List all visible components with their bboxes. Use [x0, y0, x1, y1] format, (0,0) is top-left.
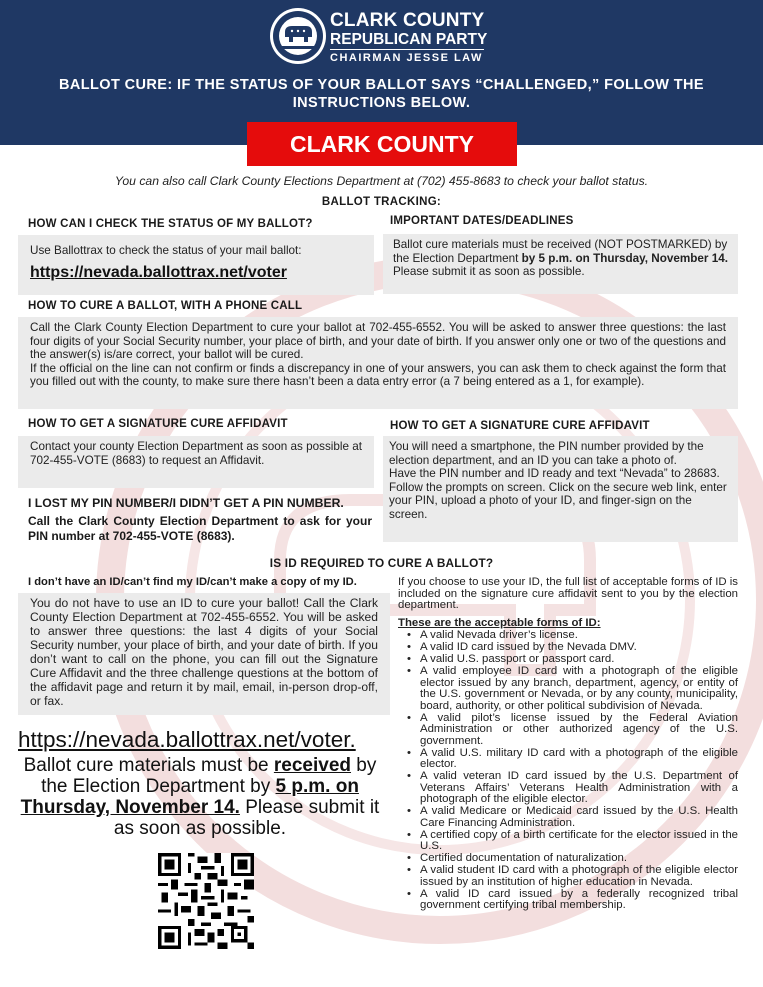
- list-item: • A valid veteran ID card issued by the U.S. Department of Veterans Affairs’ Veterans Health Administration with a photograph of the eligible elector.: [398, 771, 738, 806]
- org-subtitle: REPUBLICAN PARTY: [330, 31, 488, 48]
- party-seal-icon: [268, 6, 328, 66]
- affidavit-right-requirements: You will need a smartphone, the PIN number provided by the election department, and an ID you can take a photo of.: [389, 440, 704, 467]
- no-id-text: You do not have to use an ID to cure your ballot! Call the Clark County Election Department at 702-455-6552. You will be asked to answer three questions: the last 4 digits of your Social Security number, your place of birth, and your date of birth. If you don’t want to call on the phone, you can fill out the Signature Cure Affidavit and the three challenge questions at the bottom of the affidavit page and return it by mail, email, in-person drop-off, or fax.: [30, 596, 378, 708]
- ballottrax-link[interactable]: https://nevada.ballottrax.net/voter: [30, 263, 287, 281]
- affidavit-left-title: HOW TO GET A SIGNATURE CURE AFFIDAVIT: [28, 418, 288, 430]
- header-banner: BALLOT CURE: IF THE STATUS OF YOUR BALLOT SAYS “CHALLENGED,” FOLLOW THE INSTRUCTIONS BELOW.: [59, 77, 704, 111]
- phone-cure-instructions: Call the Clark County Election Department to cure your ballot at 702-455-6552. You will be asked to answer three questions: the last four digits of your Social Security number, your place of birth, and your date of birth. If you answer only one or two of the questions and the answer(s) is/are correct, your ballot will be cured.: [30, 321, 726, 361]
- affidavit-right-title: HOW TO GET A SIGNATURE CURE AFFIDAVIT: [390, 420, 650, 432]
- list-item: • A valid Medicare or Medicaid card issued by the U.S. Health Care Financing Administration.: [398, 806, 738, 829]
- list-item: • A valid ID card issued by the Nevada DMV.: [398, 642, 738, 654]
- id-forms-title: These are the acceptable forms of ID:: [398, 616, 601, 629]
- ballot-tracking-title: BALLOT TRACKING:: [321, 196, 442, 208]
- org-chairman: CHAIRMAN JESSE LAW: [330, 52, 483, 64]
- check-status-text: Use Ballottrax to check the status of your mail ballot:: [30, 244, 302, 257]
- reminder-department: by the Election Department by: [41, 755, 377, 797]
- list-item: • A valid ID card issued by a federally recognized tribal government certifying tribal membership.: [398, 889, 738, 912]
- deadline-text: Ballot cure materials must be received (NOT POSTMARKED) by the Election Department: [393, 238, 728, 265]
- list-item: • A valid U.S. military ID card with a photograph of the eligible elector.: [398, 748, 738, 771]
- check-status-box: [18, 235, 374, 295]
- id-forms-column: [398, 577, 738, 912]
- reminder-time: 5 p.m. on Thursday, November 14.: [20, 776, 359, 818]
- affidavit-right-box: [383, 436, 738, 542]
- list-item: • A certified copy of a birth certificate for the elector issued in the U.S.: [398, 830, 738, 853]
- qr-code-icon[interactable]: [158, 853, 254, 949]
- list-item: • A valid U.S. passport or passport card.: [398, 654, 738, 666]
- org-name: CLARK COUNTY: [330, 10, 485, 31]
- deadline-submit-note: Please submit it as soon as possible.: [393, 265, 585, 278]
- no-id-box: [18, 593, 390, 715]
- affidavit-left-box: [18, 436, 374, 488]
- no-id-title: I don’t have an ID/can’t find my ID/can’t make a copy of my ID.: [28, 576, 357, 588]
- party-logo: [268, 6, 508, 66]
- list-item: • A valid student ID card with a photograph of the eligible elector issued by an institution of higher education in Nevada.: [398, 865, 738, 888]
- list-item: • A valid employee ID card with a photograph of the eligible elector issued by any branch, department, agency, or entity of the U.S. government or Nevada, or by any county, municipality, board, authority, or other political subdivision of Nevada.: [398, 666, 738, 712]
- county-title: CLARK COUNTY: [247, 122, 517, 166]
- phone-cure-discrepancy: If the official on the line can not confirm or finds a discrepancy in one of your answers, you can ask them to check against the form that you filled out with the county, to make sure there hasn’t been a data entry error (a 7 being entered as a 1, for example).: [30, 361, 726, 388]
- use-id-text: If you choose to use your ID, the full list of acceptable forms of ID is included on the signature cure affidavit sent to you by the election department.: [398, 576, 738, 611]
- list-item: • A valid pilot’s license issued by the Federal Aviation Administration or other authorized agency of the U.S. government.: [398, 713, 738, 748]
- deadlines-title: IMPORTANT DATES/DEADLINES: [390, 215, 574, 227]
- status-phone-note: You can also call Clark County Elections Department at (702) 455-8683 to check your ballot status.: [114, 174, 649, 188]
- id-forms-list: [398, 630, 738, 912]
- ballottrax-big-link[interactable]: https://nevada.ballottrax.net/voter.: [18, 727, 356, 752]
- logo-divider: [330, 49, 484, 50]
- lost-pin-title: I LOST MY PIN NUMBER/I DIDN’T GET A PIN NUMBER.: [28, 496, 344, 510]
- deadlines-box: [383, 234, 738, 294]
- list-item: • Certified documentation of naturalization.: [398, 853, 738, 865]
- reminder-text: Ballot cure materials must be: [23, 755, 274, 776]
- phone-cure-box: [18, 317, 738, 409]
- list-item: • A valid Nevada driver’s license.: [398, 630, 738, 642]
- reminder-received: received: [273, 755, 352, 776]
- lost-pin-text: Call the Clark County Election Department to ask for your PIN number at 702-455-VOTE (8683).: [28, 514, 372, 543]
- affidavit-right-steps: Have the PIN number and ID ready and text “Nevada” to 28683. Follow the prompts on screen. Click on the secure web link, enter your PIN, upload a photo of your ID, and finger-sign on the screen.: [389, 467, 727, 521]
- phone-cure-title: HOW TO CURE A BALLOT, WITH A PHONE CALL: [28, 300, 303, 312]
- deadline-reminder: [20, 755, 380, 839]
- check-status-title: HOW CAN I CHECK THE STATUS OF MY BALLOT?: [28, 218, 313, 230]
- id-required-title: IS ID REQUIRED TO CURE A BALLOT?: [269, 556, 494, 570]
- affidavit-left-text: Contact your county Election Department as soon as possible at 702-455-VOTE (8683) to request an Affidavit.: [30, 440, 362, 467]
- deadline-date: by 5 p.m. on Thursday, November 14.: [521, 251, 728, 265]
- reminder-submit: Please submit it as soon as possible.: [113, 797, 380, 839]
